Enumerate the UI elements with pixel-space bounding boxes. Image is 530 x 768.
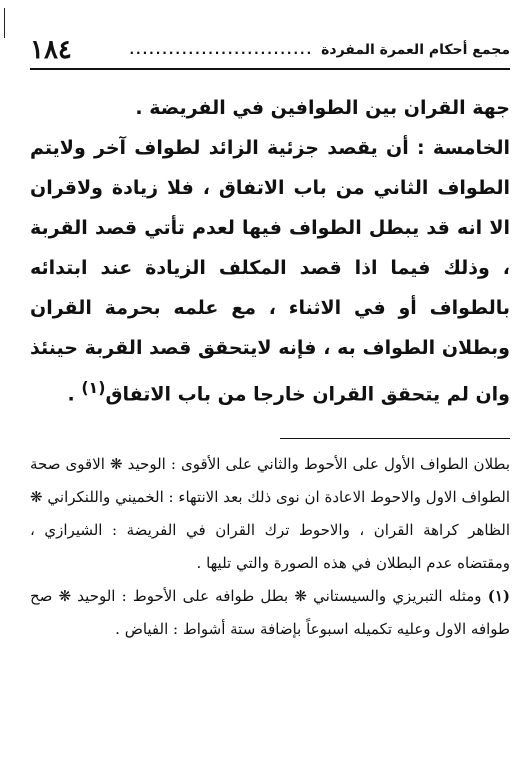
footnote-1-text: ومثله التبريزي والسيستاني ❋ بطل طوافه على الأحوط : الوحيد ❋ صح طوافه الاول وعليه تكميله اسبوعاً بإضافة ستة أشواط : الفياض . [30,587,510,638]
footnote-continued [30,448,510,580]
main-text [30,88,510,414]
intro-text: جهة القران بين الطوافين في الفريضة . [135,97,510,119]
end-mark: . [67,383,75,406]
fifth-text: أن يقصد جزئية الزائد لطواف آخر ولايتم الطواف الثاني من باب الاتفاق ، فلا زيادة ولاقران الا انه قد يبطل الطواف فيها لعدم تأتي قصد القربة ، وذلك فيما اذا قصد المكلف الزيادة عند ابتدائه بالطواف أو في الاثناء ، مع علمه بحرمة القران وبطلان الطواف به ، فإنه لايتحقق قصد القربة حينئذ وان لم يتحقق القران خارجا من باب الاتفاق [30,137,510,406]
running-title-group [129,42,510,58]
footnote-1-marker: (١) [487,587,510,605]
running-header [30,32,510,70]
intro-line [30,88,510,128]
running-title: مجمع أحكام العمرة المفردة [321,42,510,58]
footnote-ref: (١) [81,378,106,397]
fifth-paragraph [30,128,510,414]
fifth-label: الخامسة : [417,137,510,159]
page-number: ١٨٤ [30,35,72,65]
footnote-1 [30,580,510,646]
leader-dots: ............................ [129,43,314,57]
footnote-continued-text: بطلان الطواف الأول على الأحوط والثاني على الأقوى : الوحيد ❋ الاقوى صحة الطواف الاول والاحوط الاعادة ان نوى ذلك بعد الانتهاء : الخميني واللنكراني ❋ الظاهر كراهة القران ، والاحوط ترك القران في الفريضة : الشيرازي ، ومقتضاه عدم البطلان في هذه الصورة والتي تليها . [30,455,510,572]
footnotes [30,448,510,646]
book-page [22,0,518,768]
footnote-separator [280,438,510,439]
page-edge-mark [4,8,5,38]
